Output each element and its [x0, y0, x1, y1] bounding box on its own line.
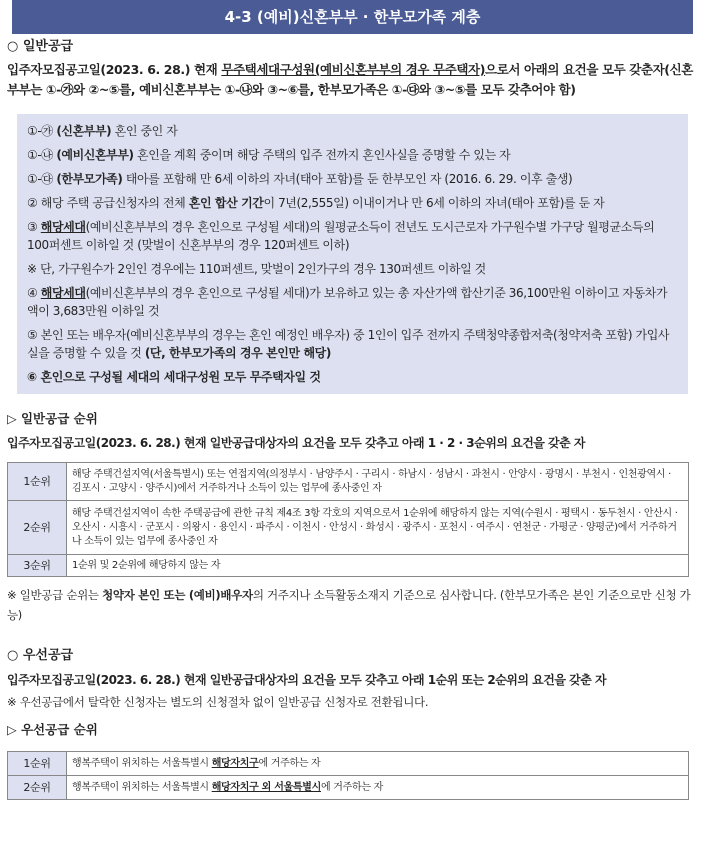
req-bold: 해당세대: [40, 220, 86, 234]
req-bold: (단, 한부모가족의 경우 본인만 해당): [144, 346, 331, 360]
general-supply-heading: ○ 일반공급: [7, 39, 74, 54]
rank-label: 1순위: [8, 463, 67, 501]
general-rank-note: [7, 585, 698, 625]
table-row: [8, 463, 689, 501]
section-title: 4-3 (예비)신혼부부 · 한부모가족 계층: [12, 0, 693, 34]
req-text: 태아를 포함해 만 6세 이하의 자녀(태아 포함)를 둔 한부모인 자 (2016. 6. 29. 이후 출생): [122, 172, 573, 186]
req-number: ③: [27, 220, 41, 234]
req-text: ⑤ 본인 또는 배우자(예비신혼부부의 경우는 혼인 예정인 배우자) 중 1인이 입주 전까지 주택청약종합저축(청약저축 포함) 가입사실을 증명할 수 있을 것: [27, 328, 670, 360]
rank-text-underlined: 해당자치구: [211, 757, 259, 769]
note-text: ※ 일반공급 순위는: [7, 588, 103, 602]
priority-rank-heading: ▷ 우선공급 순위: [7, 722, 98, 737]
requirement-item: [27, 326, 678, 362]
req-number: ①-㉯: [27, 148, 57, 162]
requirement-item: [27, 122, 678, 140]
rank-text-part: 에 거주하는 자: [321, 781, 383, 793]
intro-text: 입주자모집공고일(2023. 6. 28.) 현재: [7, 62, 222, 77]
req-text: 혼인 중인 자: [111, 124, 178, 138]
general-supply-intro: [7, 60, 698, 100]
rank-text-underlined: 해당자치구 외 서울특별시: [211, 781, 322, 793]
table-row: [8, 501, 689, 555]
rank-text: 해당 주택건설지역이 속한 주택공급에 관한 규칙 제4조 3항 각호의 지역으로서 1순위에 해당하지 않는 지역(수원시 · 평택시 · 동두천시 · 안산시 · 오산시 · 시흥시 · 군포시 · 의왕시 · 용인시 · 파주시 · 이천시 · 안성시 · 화성시 · 광주시 · 포천시 · 여주시 · 연천군 · 가평군 · 양평군)에서 거주하거나 소득이 있는 업무에 종사중인 자: [67, 501, 689, 555]
priority-supply-intro: 입주자모집공고일(2023. 6. 28.) 현재 일반공급대상자의 요건을 모두 갖추고 아래 1순위 또는 2순위의 요건을 갖춘 자: [7, 673, 607, 687]
req-number: ④: [27, 286, 41, 300]
rank-label: 3순위: [8, 555, 67, 577]
req-number: ①-㉮: [27, 124, 57, 138]
rank-label: 1순위: [8, 752, 67, 776]
rank-text: [67, 752, 689, 776]
general-rank-table: [7, 462, 689, 577]
intro-underlined: 무주택세대구성원(예비신혼부부의 경우 무주택자): [221, 62, 486, 77]
req-bold: (예비신혼부부): [56, 148, 134, 162]
requirement-item: ⑥ 혼인으로 구성될 세대의 세대구성원 모두 무주택자일 것: [27, 370, 321, 384]
req-bold: (신혼부부): [56, 124, 112, 138]
req-bold: (한부모가족): [56, 172, 123, 186]
rank-text-part: 행복주택이 위치하는 서울특별시: [72, 757, 212, 769]
table-row: [8, 555, 689, 577]
priority-supply-note: ※ 우선공급에서 탈락한 신청자는 별도의 신청절차 없이 일반공급 신청자로 전환됩니다.: [7, 695, 429, 709]
rank-label: 2순위: [8, 776, 67, 800]
req-number: ①-㉰: [27, 172, 57, 186]
requirement-item: [27, 218, 678, 254]
requirement-item: [27, 170, 678, 188]
rank-text: 해당 주택건설지역(서울특별시) 또는 연접지역(의정부시 · 남양주시 · 구리시 · 하남시 · 성남시 · 과천시 · 안양시 · 광명시 · 부천시 · 인천광역시 · 김포시 · 고양시 · 양주시)에서 거주하거나 소득이 있는 업무에 종사중인 자: [67, 463, 689, 501]
table-row: [8, 776, 689, 800]
requirement-item: [27, 146, 678, 164]
rank-text-part: 에 거주하는 자: [258, 757, 321, 769]
requirement-item: [27, 284, 678, 320]
general-rank-heading: ▷ 일반공급 순위: [7, 411, 98, 426]
req-text: 혼인을 계획 중이며 해당 주택의 입주 전까지 혼인사실을 증명할 수 있는 자: [133, 148, 511, 162]
req-bold: 혼인 합산 기간: [188, 196, 264, 210]
requirement-note: ※ 단, 가구원수가 2인인 경우에는 110퍼센트, 맞벌이 2인가구의 경우 130퍼센트 이하일 것: [27, 262, 486, 276]
intro-text-2: 으로서 아래의 요건을 모두 갖춘자(신혼부부는 ①-㉮와 ②~⑤를, 예비신혼부부는 ①-㉯와 ③~⑥를, 한부모가족은 ①-㉰와 ③~⑤를 모두 갖추어야 함): [7, 62, 693, 97]
table-row: [8, 752, 689, 776]
rank-text: 1순위 및 2순위에 해당하지 않는 자: [67, 555, 689, 577]
req-text: (예비신혼부부의 경우 혼인으로 구성될 세대)의 월평균소득이 전년도 도시근로자 가구원수별 가구당 월평균소득의 100퍼센트 이하일 것 (맞벌이 신혼부부의 경우 120퍼센트 이하): [27, 220, 655, 252]
rank-label: 2순위: [8, 501, 67, 555]
note-text-2: 의 거주지나 소득활동소재지 기준으로 심사합니다. (한부모가족은 본인 기준으로만 신청 가능): [7, 588, 691, 622]
req-text: (예비신혼부부의 경우 혼인으로 구성될 세대)가 보유하고 있는 총 자산가액 합산기준 36,100만원 이하이고 자동차가액이 3,683만원 이하일 것: [27, 286, 668, 318]
requirements-box: [17, 114, 688, 394]
req-bold: 해당세대: [40, 286, 86, 300]
requirement-item: [27, 194, 678, 212]
general-rank-intro: 입주자모집공고일(2023. 6. 28.) 현재 일반공급대상자의 요건을 모두 갖추고 아래 1 · 2 · 3순위의 요건을 갖춘 자: [7, 436, 586, 450]
priority-rank-table: [7, 751, 689, 800]
priority-supply-heading: ○ 우선공급: [7, 648, 74, 663]
note-bold: 청약자 본인 또는 (예비)배우자: [102, 588, 253, 602]
rank-text-part: 행복주택이 위치하는 서울특별시: [72, 781, 212, 793]
rank-text: [67, 776, 689, 800]
req-text: 이 7년(2,555일) 이내이거나 만 6세 이하의 자녀(태아 포함)를 둔 자: [263, 196, 605, 210]
req-text: ② 해당 주택 공급신청자의 전체: [27, 196, 189, 210]
